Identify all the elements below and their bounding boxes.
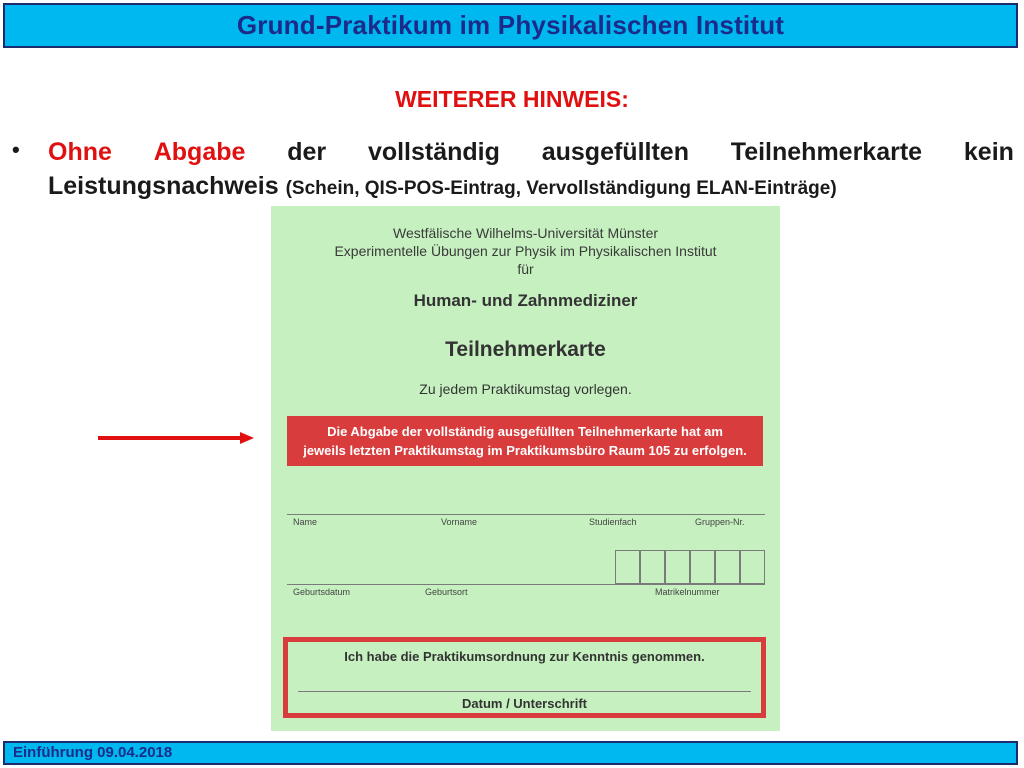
field-label-geburtsdatum: Geburtsdatum xyxy=(293,587,351,597)
bullet-dot: • xyxy=(12,137,20,162)
bullet-text xyxy=(48,135,1014,206)
confirmation-box xyxy=(283,637,766,718)
bullet-line-1 xyxy=(48,135,1014,169)
matrikel-box xyxy=(715,550,740,584)
slide-title: Grund-Praktikum im Physikalischen Institut xyxy=(236,10,785,40)
bullet-word: kein xyxy=(963,138,1014,166)
card-rule xyxy=(287,584,765,585)
card-rule xyxy=(287,514,765,515)
bullet-line-2 xyxy=(48,169,1014,206)
card-title: Teilnehmerkarte xyxy=(445,338,606,361)
matrikel-box xyxy=(740,550,765,584)
card-warning xyxy=(287,416,763,466)
card-fuer: für xyxy=(517,261,534,277)
matrikel-box xyxy=(640,550,665,584)
signature-label: Datum / Unterschrift xyxy=(462,696,587,711)
field-label-name: Name xyxy=(293,517,318,527)
red-arrow-icon xyxy=(98,430,254,446)
matrikel-box xyxy=(665,550,690,584)
title-bar xyxy=(3,3,1018,48)
bullet-line2-main: Leistungsnachweis xyxy=(48,172,279,200)
card-course: Experimentelle Übungen zur Physik im Physikalischen Institut xyxy=(334,243,717,259)
card-instruction: Zu jedem Praktikumstag vorlegen. xyxy=(419,381,632,397)
bullet-line2-detail: (Schein, QIS-POS-Eintrag, Vervollständigung ELAN-Einträge) xyxy=(285,178,837,199)
bullet-word: der xyxy=(287,138,327,166)
notice-heading: WEITERER HINWEIS: xyxy=(395,86,629,112)
bullet-word: ausgefüllten xyxy=(541,138,689,166)
signature-rule xyxy=(298,691,751,692)
footer-text: Einführung 09.04.2018 xyxy=(13,744,173,761)
field-label-studienfach: Studienfach xyxy=(589,517,637,527)
card-warning-line-2: jeweils letzten Praktikumstag im Praktikumsbüro Raum 105 zu erfolgen. xyxy=(303,443,747,458)
bullet-word: Ohne xyxy=(48,138,112,166)
participant-card-image xyxy=(271,206,780,731)
field-label-matrikel: Matrikelnummer xyxy=(655,587,720,597)
card-warning-line-1: Die Abgabe der vollständig ausgefüllten Teilnehmerkarte hat am xyxy=(327,424,723,439)
card-header xyxy=(271,224,780,278)
field-label-gruppe: Gruppen-Nr. xyxy=(695,517,745,527)
field-label-vorname: Vorname xyxy=(441,517,478,527)
bullet-word: Abgabe xyxy=(153,138,246,166)
footer-bar xyxy=(3,741,1018,765)
matrikel-box xyxy=(690,550,715,584)
matrikel-box xyxy=(615,550,640,584)
bullet-word: vollständig xyxy=(367,138,500,166)
card-audience: Human- und Zahnmediziner xyxy=(413,291,638,310)
card-university: Westfälische Wilhelms-Universität Münster xyxy=(392,225,659,241)
confirmation-text: Ich habe die Praktikumsordnung zur Kenntnis genommen. xyxy=(344,649,705,664)
bullet-word: Teilnehmerkarte xyxy=(730,138,923,166)
field-label-geburtsort: Geburtsort xyxy=(425,587,468,597)
